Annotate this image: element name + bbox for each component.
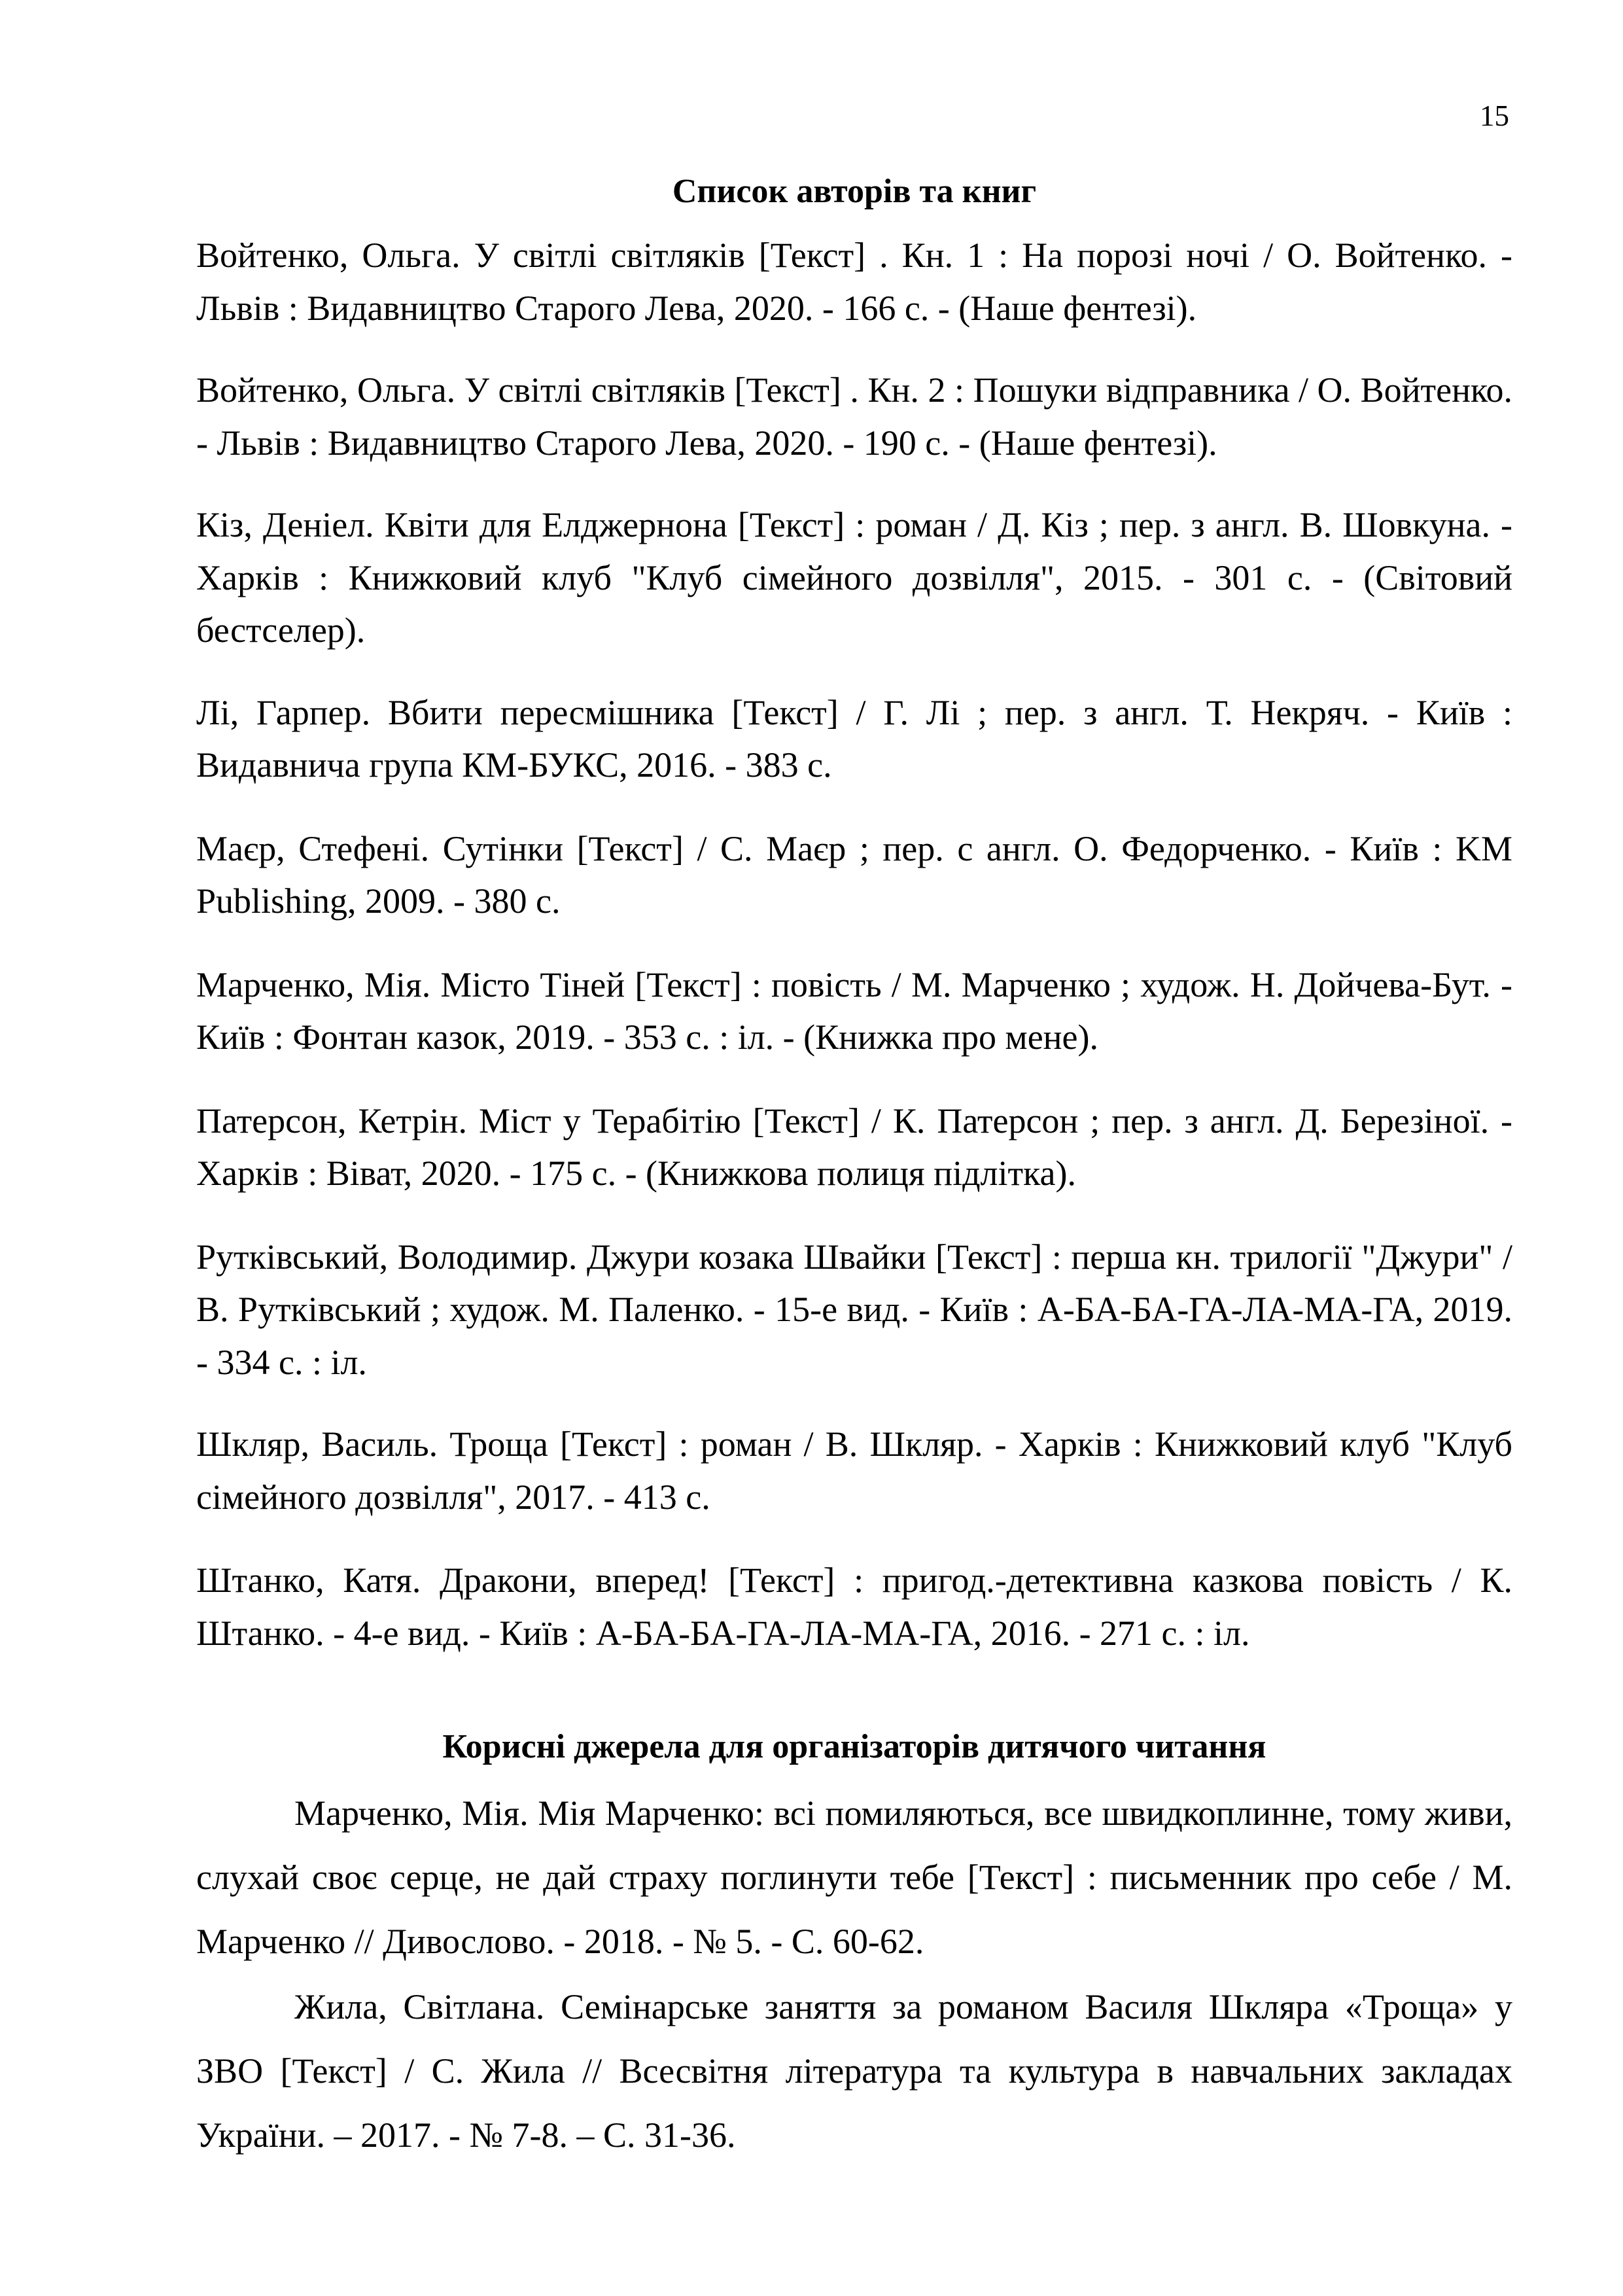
book-entry: Марченко, Мія. Місто Тіней [Текст] : повість / М. Марченко ; худож. Н. Дойчева-Бут. - Київ : Фонтан казок, 2019. - 353 с. : іл. - (Книжка про мене). — [196, 964, 1512, 1057]
book-entry: Штанко, Катя. Дракони, вперед! [Текст] : пригод.-детективна казкова повість / К. Штанко. - 4-е вид. - Київ : А-БА-БА-ГА-ЛА-МА-ГА, 2016. - 271 с. : іл. — [196, 1561, 1512, 1653]
book-entry: Патерсон, Кетрін. Міст у Терабітію [Текст] / К. Патерсон ; пер. з англ. Д. Березіної. - Харків : Віват, 2020. - 175 с. - (Книжкова полиця підлітка). — [196, 1101, 1512, 1193]
sources-heading: Корисні джерела для організаторів дитячого читання — [442, 1728, 1266, 1765]
book-entry: Войтенко, Ольга. У світлі світляків [Текст] . Кн. 2 : Пошуки відправника / О. Войтенко. - Львів : Видавництво Старого Лева, 2020. - 190 с. - (Наше фентезі). — [196, 370, 1512, 463]
books-heading: Список авторів та книг — [672, 173, 1037, 210]
page-number: 15 — [1480, 99, 1509, 132]
book-entry: Маєр, Стефені. Сутінки [Текст] / С. Маєр ; пер. с англ. О. Федорченко. - Київ : KM Publishing, 2009. - 380 с. — [196, 828, 1512, 921]
books-list — [196, 229, 1512, 1690]
sources-list — [196, 1781, 1512, 2168]
book-entry: Лі, Гарпер. Вбити пересмішника [Текст] / Г. Лі ; пер. з англ. Т. Некряч. - Київ : Видавнича група КМ-БУКС, 2016. - 383 с. — [196, 692, 1512, 785]
source-entry: Марченко, Мія. Мія Марченко: всі помиляються, все швидкоплинне, тому живи, слухай своє серце, не дай страху поглинути тебе [Текст] : письменник про себе / М. Марченко // Дивослово. - 2018. - № 5. - С. 60-62. — [196, 1793, 1512, 1961]
book-entry: Войтенко, Ольга. У світлі світляків [Текст] . Кн. 1 : На порозі ночі / О. Войтенко. - Львів : Видавництво Старого Лева, 2020. - 166 с. - (Наше фентезі). — [196, 236, 1512, 328]
source-entry: Жила, Світлана. Семінарське заняття за романом Василя Шкляра «Троща» у ЗВО [Текст] / С. Жила // Всесвітня література та культура в навчальних закладах України. – 2017. - № 7-8. – С. 31-36. — [196, 1987, 1512, 2155]
book-entry: Кіз, Деніел. Квіти для Елджернона [Текст] : роман / Д. Кіз ; пер. з англ. В. Шовкуна. - Харків : Книжковий клуб "Клуб сімейного дозвілля", 2015. - 301 с. - (Світовий бестселер). — [196, 505, 1512, 650]
book-entry: Рутківський, Володимир. Джури козака Швайки [Текст] : перша кн. трилогії "Джури" / В. Рутківський ; худож. М. Паленко. - 15-е вид. - Київ : А-БА-БА-ГА-ЛА-МА-ГА, 2019. - 334 с. : іл. — [196, 1237, 1512, 1382]
book-entry: Шкляр, Василь. Троща [Текст] : роман / В. Шкляр. - Харків : Книжковий клуб "Клуб сімейного дозвілля", 2017. - 413 с. — [196, 1424, 1512, 1517]
